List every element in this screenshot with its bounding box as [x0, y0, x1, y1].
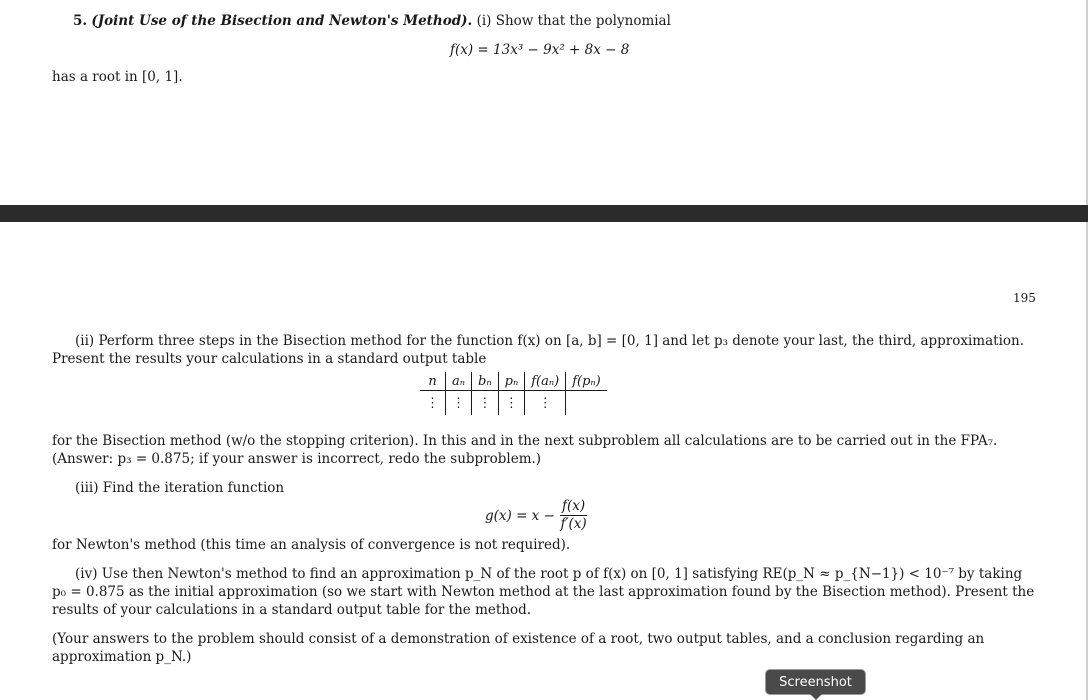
- problem-number: 5.: [73, 13, 88, 29]
- table-header: aₙ: [446, 372, 472, 391]
- part-ii-line-1: (ii) Perform three steps in the Bisection method for the function f(x) on [a, b] = [0, 1] and let p₃ denote your last, the third, approximation.: [75, 333, 1025, 349]
- newton-note: for Newton's method (this time an analysis of convergence is not required).: [52, 537, 571, 553]
- table-cell: ⋮: [446, 391, 472, 416]
- table-cell: ⋮: [472, 391, 499, 416]
- table-header: f(aₙ): [525, 372, 566, 391]
- page-gap-bar: [0, 205, 1088, 222]
- problem-heading: [73, 12, 671, 30]
- table-header: n: [420, 372, 446, 391]
- part-iii-text: (iii) Find the iteration function: [75, 480, 285, 496]
- part-ii-line-2: Present the results your calculations in a standard output table: [52, 351, 487, 367]
- table-cell: ⋮: [498, 391, 525, 416]
- polynomial-equation: f(x) = 13x³ − 9x² + 8x − 8: [450, 42, 630, 58]
- screenshot-tooltip[interactable]: Screenshot: [765, 669, 866, 695]
- after-table-line-1: for the Bisection method (w/o the stopping criterion). In this and in the next subproblem all calculations are to be carried out in the FPA₇.: [52, 433, 998, 449]
- after-table-line-2: (Answer: p₃ = 0.875; if your answer is incorrect, redo the subproblem.): [52, 451, 542, 467]
- table-row: [420, 391, 607, 416]
- answers-line-2: approximation p_N.): [52, 649, 192, 665]
- part-i-text: (i) Show that the polynomial: [476, 13, 671, 29]
- part-iv-line-1: (iv) Use then Newton's method to find an approximation p_N of the root p of f(x) on [0, 1] satisfying RE(p_N ≈ p_{N−1}) < 10⁻⁷ by taking: [75, 566, 1023, 582]
- fraction-numerator: f(x): [562, 498, 586, 514]
- table-header: pₙ: [498, 372, 525, 391]
- table-cell: ⋮: [525, 391, 566, 416]
- page-number: 195: [1013, 291, 1036, 305]
- g-function-lhs: g(x) = x −: [485, 508, 555, 524]
- g-function-fraction: [560, 498, 587, 533]
- answers-line-1: (Your answers to the problem should consist of a demonstration of existence of a root, two output tables, and a conclusion regarding an: [52, 631, 985, 647]
- part-iv-line-2: p₀ = 0.875 as the initial approximation (so we start with Newton method at the last approximation found by the Bisection method). Present the: [52, 584, 1035, 600]
- problem-title: (Joint Use of the Bisection and Newton's Method).: [91, 13, 473, 29]
- table-header: bₙ: [472, 372, 499, 391]
- page-top: [0, 0, 1088, 205]
- part-iv-line-3: results of your calculations in a standard output table for the method.: [52, 602, 532, 618]
- table-cell: ⋮: [426, 395, 439, 411]
- table-header-row: [420, 372, 607, 391]
- root-claim: has a root in [0, 1].: [52, 69, 183, 85]
- table-cell: [566, 391, 607, 416]
- fraction-denominator: f′(x): [560, 516, 587, 532]
- bisection-output-table: [420, 372, 607, 415]
- table-header: f(pₙ): [566, 372, 607, 391]
